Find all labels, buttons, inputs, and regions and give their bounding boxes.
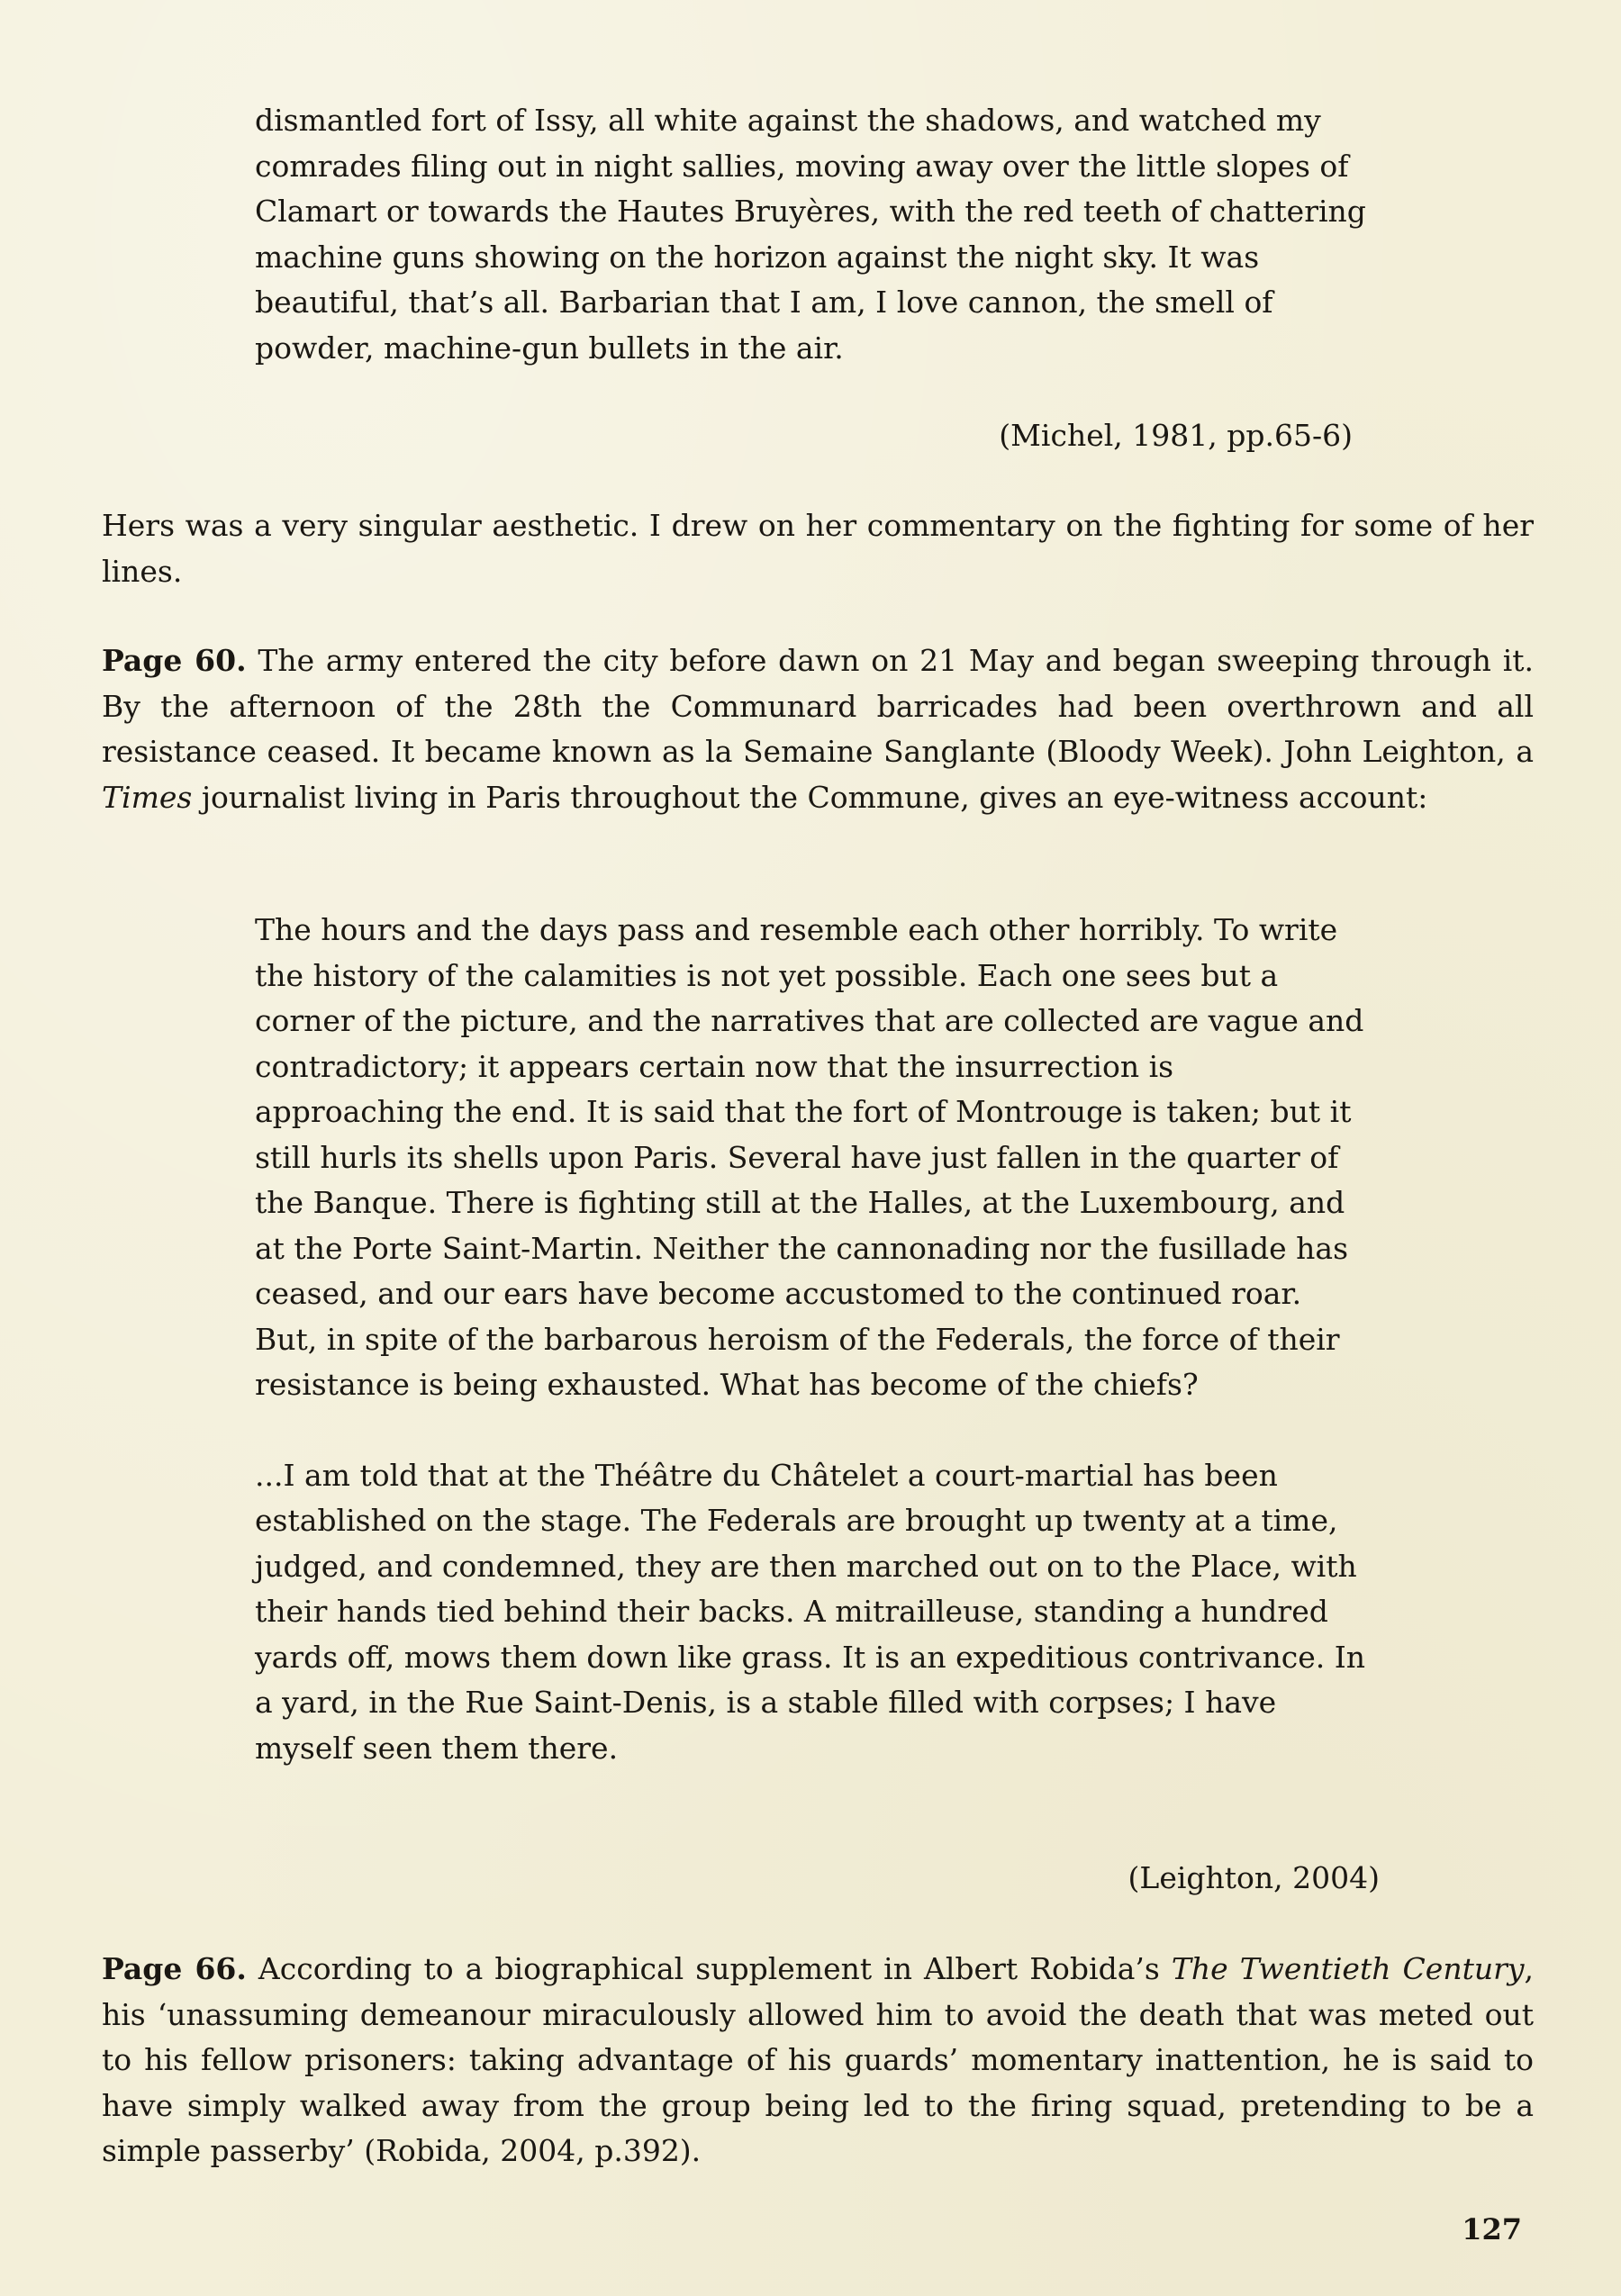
twentieth-century-title: The Twentieth Century: [1171, 1951, 1525, 1986]
page-66-text-b: , his ‘unassuming demeanour miraculously allowed him to avoid the death that was meted out to his fellow prisoners: taking advantage of his guards’ momentary inattention, he is said to have simply walked away from the group being led to the firing squad, pretending to be a simple passerby’ (Robida, 2004, p.392).: [102, 1951, 1535, 2168]
times-title: Times: [102, 779, 193, 815]
page-60-text-b: journalist living in Paris throughout the Commune, gives an eye-witness account:: [192, 779, 1428, 815]
page-number: 127: [1462, 2212, 1522, 2246]
page-66-label: Page 66.: [102, 1951, 247, 1986]
paragraph-page-60: [102, 638, 1534, 820]
quote-leighton-p2: ...I am told that at the Théâtre du Châtelet a court-martial has been established on the stage. The Federals are brought up twenty at a time, judged, and condemned, they are then marched out on to the Place, with their hands tied behind their backs. A mitrailleuse, standing a hundred yards off, mows them down like grass. It is an expeditious contrivance. In a yard, in the Rue Saint-Denis, is a stable filled with corpses; I have myself seen them there.: [255, 1457, 1366, 1766]
block-quote-leighton: [255, 908, 1372, 1771]
quote-michel-text: dismantled fort of Issy, all white against the shadows, and watched my comrades filing out in night sallies, moving away over the little slopes of Clamart or towards the Hautes Bruyères, with the red teeth of chattering machine guns showing on the horizon against the night sky. It was beautiful, that’s all. Barbarian that I am, I love cannon, the smell of powder, machine-gun bullets in the air.: [255, 103, 1366, 366]
paragraph-page-66: [102, 1947, 1534, 2174]
page-60-label: Page 60.: [102, 643, 247, 678]
citation-leighton: (Leighton, 2004): [1127, 1860, 1380, 1895]
citation-michel: (Michel, 1981, pp.65-6): [999, 418, 1353, 453]
page-60-text-a: The army entered the city before dawn on 21 May and began sweeping through it. By the afternoon of the 28th the Communard barricades had been overthrown and all resistance ceased. It became known as la Semaine Sanglante (Bloody Week). John Leighton, a: [102, 643, 1534, 769]
page-66-text-a: According to a biographical supplement in Albert Robida’s: [246, 1951, 1172, 1986]
quote-leighton-p1: The hours and the days pass and resemble each other horribly. To write the history of the calamities is not yet possible. Each one sees but a corner of the picture, and the narratives that are collected are vague and contradictory; it appears certain now that the insurrection is approaching the end. It is said that the fort of Montrouge is taken; but it still hurls its shells upon Paris. Several have just fallen in the quarter of the Banque. There is fighting still at the Halles, at the Luxembourg, and at the Porte Saint-Martin. Neither the cannonading nor the fusillade has ceased, and our ears have become accustomed to the continued roar. But, in spite of the barbarous heroism of the Federals, the force of their resistance is being exhausted. What has become of the chiefs?: [255, 912, 1364, 1402]
paragraph-aesthetic: Hers was a very singular aesthetic. I drew on her commentary on the fighting for some of her lines.: [102, 508, 1534, 589]
block-quote-michel: [255, 98, 1372, 371]
